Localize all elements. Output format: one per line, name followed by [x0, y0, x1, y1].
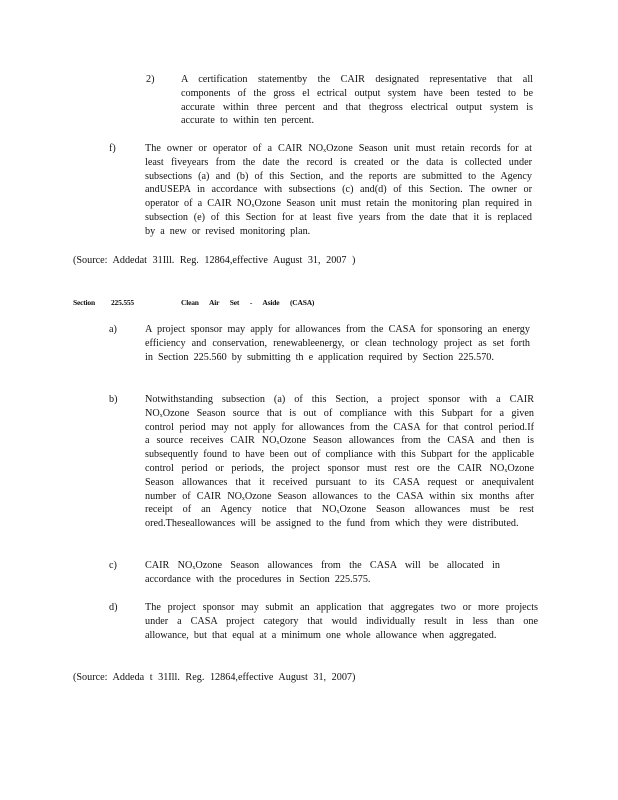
- source-note: (Source: Addedat 31Ill. Reg. 12864,effective August 31, 2007 ): [73, 255, 356, 266]
- section-number: 225.555: [111, 298, 134, 307]
- item-f-label: f): [109, 143, 116, 154]
- item-2-label: 2): [146, 74, 155, 85]
- source-note-2: (Source: Addeda t 31Ill. Reg. 12864,effective August 31, 2007): [73, 672, 356, 683]
- item-b-text: Notwithstanding subsection (a) of this Section, a project sponsor with a CAIR $NO_xOzone$ Season source that is out of compliance with this Subpart for a given control period may not apply for allowances from the CASA for that control period.If a source receives CAIR $NO_xOzone$ Season allowances from the CASA and then is subsequently found to have been out of compliance with this Subpart for the applicable control period or periods, the project sponsor must rest ore the CAIR $NO_xOzone$ Season allowances that it received pursuant to its CASA request or anequivalent number of CAIR $NO_xOzone$ Season allowances to the CASA within six months after receipt of an Agency notice that $NO_xOzone$ Season allowances must be rest ored.Theseallowances will be assigned to the fund from which they were distributed.: [145, 394, 534, 530]
- item-2-text: A certification statementby the CAIR designated representative that all components of the gross el ectrical output system have been tested to be accurate within three percent and that thegross electrical output system is accurate to within ten percent.: [181, 74, 533, 127]
- item-c-label: c): [109, 560, 117, 571]
- item-b-label: b): [109, 394, 118, 405]
- item-a-label: a): [109, 324, 117, 335]
- item-a-text: A project sponsor may apply for allowances from the CASA for sponsoring an energy efficiency and conservation, renewableenergy, or clean technology project as set forth in Section 225.560 by submitting th e application required by Section 225.570.: [145, 324, 530, 363]
- section-label: Section: [73, 298, 95, 307]
- item-f-text: The owner or operator of a CAIR $NO_xOzone$ Season unit must retain records for at least fiveyears from the date the record is created or the data is collected under subsections (a) and (b) of this Section, and the reports are submitted to the Agency andUSEPA in accordance with subsections (c) and(d) of this Section. The owner or operator of a CAIR $NO_xOzone$ Season unit must retain the monitoring plan required in subsection (e) of this Section for at least five years from the date that it is replaced by a new or revised monitoring plan.: [145, 143, 532, 237]
- item-c-text: CAIR $NO_xOzone$ Season allowances from the CASA will be allocated in accordance with the procedures in Section 225.575.: [145, 560, 500, 585]
- item-d-text: The project sponsor may submit an application that aggregates two or more projects under a CASA project category that would individually result in less than one allowance, but that equal at a minimum one whole allowance when aggregated.: [145, 602, 538, 641]
- item-d-label: d): [109, 602, 118, 613]
- section-title: Clean Air Set - Aside (CASA): [181, 298, 315, 307]
